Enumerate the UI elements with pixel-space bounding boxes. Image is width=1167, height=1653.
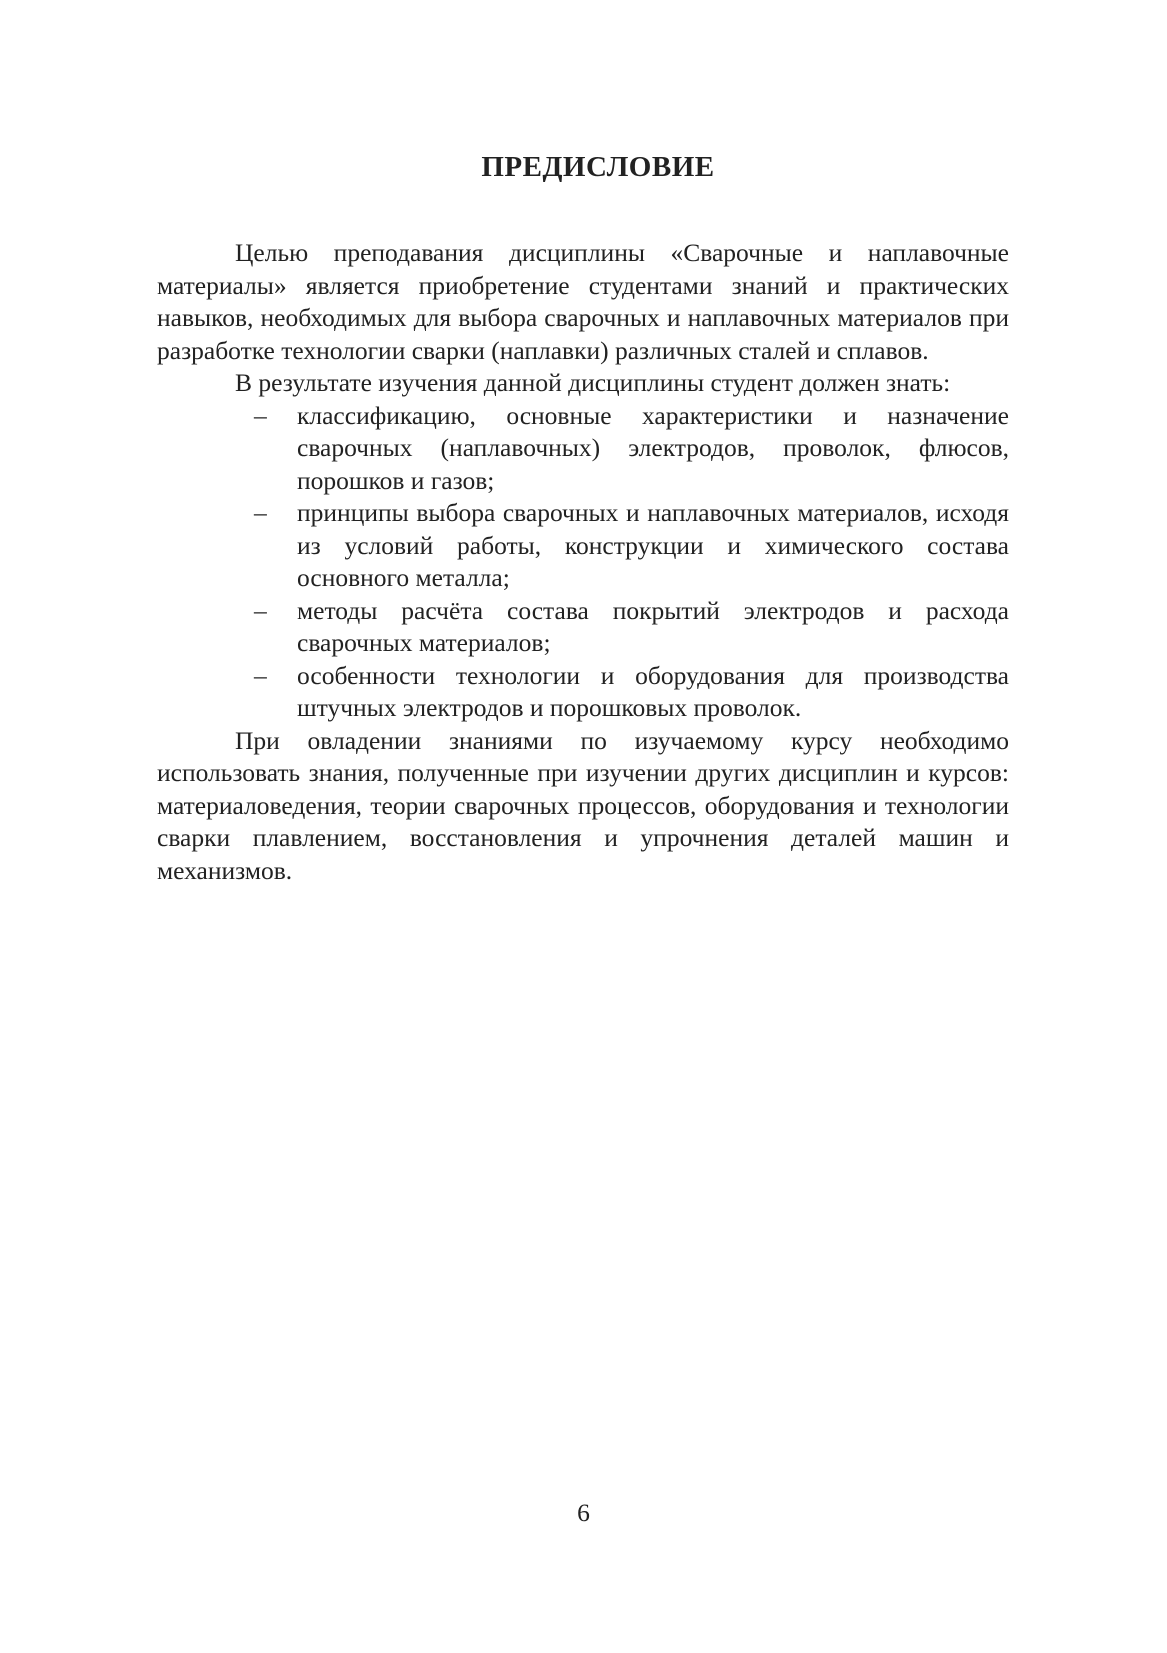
- knowledge-list: [157, 400, 1009, 725]
- list-item-text: особенности технологии и оборудования для производства штучных электродов и порошковых проволок.: [297, 660, 1009, 722]
- intro-paragraph: Целью преподавания дисциплины «Сварочные и наплавочные материалы» является приобретение студентами знаний и практических навыков, необходимых для выбора сварочных и наплавочных материалов при разработке технологии сварки (наплавки) различных сталей и сплавов.: [157, 238, 1009, 365]
- dash-marker: –: [254, 498, 267, 527]
- dash-marker: –: [254, 660, 267, 690]
- dash-marker: –: [254, 400, 267, 430]
- list-item: [254, 660, 1009, 725]
- dash-marker: –: [254, 595, 267, 625]
- list-item: [254, 400, 1009, 498]
- list-item-text: методы расчёта состава покрытий электродов и расхода сварочных материалов;: [297, 595, 1009, 657]
- list-item-text: принципы выбора сварочных и наплавочных материалов, исходя из условий работы, конструкции и химического состава основного металла;: [297, 498, 1009, 592]
- list-item: [254, 497, 1009, 595]
- page-title: ПРЕДИСЛОВИЕ: [481, 151, 715, 183]
- page-number: 6: [577, 1498, 590, 1527]
- prerequisites-paragraph: При овладении знаниями по изучаемому курсу необходимо использовать знания, полученные при изучении других дисциплин и курсов: материаловедения, теории сварочных процессов, оборудования и технологии сварки плавлением, восстановления и упрочнения деталей машин и механизмов.: [157, 725, 1009, 885]
- knowledge-intro-paragraph: В результате изучения данной дисциплины студент должен знать:: [235, 368, 951, 397]
- list-item: [254, 595, 1009, 660]
- page-content: [157, 150, 1009, 887]
- list-item-text: классификацию, основные характеристики и назначение сварочных (наплавочных) электродов, проволок, флюсов, порошков и газов;: [297, 400, 1009, 495]
